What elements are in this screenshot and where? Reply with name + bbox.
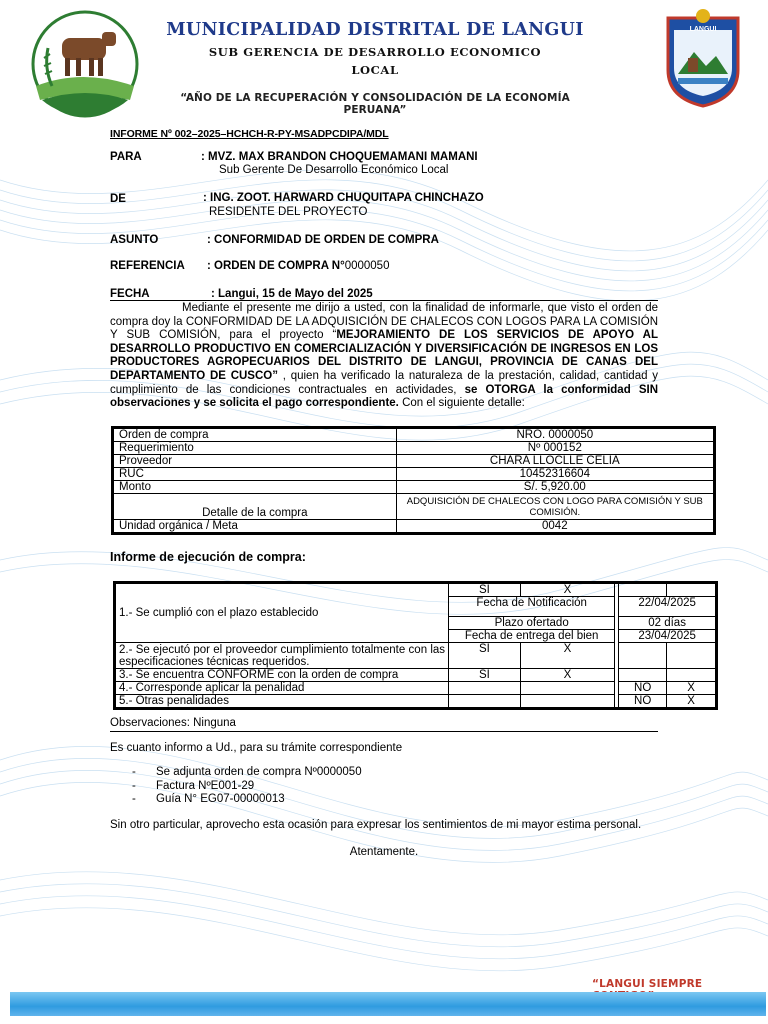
municipality-title: MUNICIPALIDAD DISTRITAL DE LANGUI	[166, 20, 584, 40]
table-row	[113, 442, 715, 455]
criterion-1-si: SI	[449, 583, 521, 597]
fecha-label: FECHA	[110, 288, 150, 300]
criterion-2-si: SI	[449, 643, 521, 669]
table-row	[115, 682, 717, 695]
criterion-3-si: SI	[449, 669, 521, 682]
plazo-value: 02 días	[619, 617, 717, 630]
criterion-1-x: X	[520, 583, 615, 597]
row-value: NRO. 0000050	[396, 428, 714, 442]
body-paragraph	[110, 302, 658, 411]
table-row	[113, 428, 715, 442]
row-label: Requerimiento	[113, 442, 397, 455]
report-number: INFORME Nº 002–2025–HCHCH-R-PY-MSADPCDIPA/MDL	[110, 128, 389, 140]
observations: Observaciones: Ninguna	[110, 717, 236, 729]
asunto-value: : CONFORMIDAD DE ORDEN DE COMPRA	[207, 234, 439, 246]
notification-label: Fecha de Notificación	[449, 597, 615, 617]
criterion-4-x: X	[667, 682, 717, 695]
row-value: 10452316604	[396, 468, 714, 481]
row-label: Proveedor	[113, 455, 397, 468]
observations-rule	[110, 731, 658, 732]
para-label: PARA	[110, 151, 142, 163]
subtitle-line-1: SUB GERENCIA DE DESARROLLO ECONOMICO	[208, 45, 542, 59]
de-subtitle: RESIDENTE DEL PROYECTO	[209, 206, 368, 218]
sign-off: Atentamente.	[349, 846, 419, 858]
footer-bar	[10, 992, 766, 1016]
criterion-1: 1.- Se cumplió con el plazo establecido	[115, 583, 449, 643]
body-text-2: , quien ha verificado la naturaleza de la prestación, calidad, cantidad y cumplimiento de las condiciones contractuales en actividades,	[110, 369, 659, 396]
execution-report-table	[113, 581, 718, 710]
shield-label: LANGUI	[689, 26, 717, 33]
row-label: RUC	[113, 468, 397, 481]
table-row	[113, 494, 715, 520]
row-value: Nº 000152	[396, 442, 714, 455]
body-text-3: Con el siguiente detalle:	[398, 397, 525, 410]
body-project-name: MEJORAMIENTO DE LOS SERVICIOS DE APOYO AL DESARROLLO PRODUCTIVO EN COMERCIALIZACIÓN Y DIVERSIFICACIÓN DE INGRESOS EN LOS PRODUCTORES AGROPECUARIOS DEL DISTRITO DE LANGUI, PROVINCIA DE CANAS DEL DEPARTAMENTO DE CUSCO”	[110, 329, 658, 382]
de-value: : ING. ZOOT. HARWARD CHUQUITAPA CHINCHAZO	[203, 192, 484, 204]
criterion-4-no: NO	[619, 682, 667, 695]
referencia-prefix: : ORDEN DE COMPRA N°	[207, 260, 345, 272]
row-label: Orden de compra	[113, 428, 397, 442]
body-conformity-statement: se OTORGA la conformidad SIN observaciones y se solicita el pago correspondiente.	[110, 383, 658, 410]
district-shield-logo	[664, 8, 742, 108]
list-item: - Factura NºE001-29	[132, 779, 255, 792]
purchase-details-table	[111, 426, 716, 535]
de-label: DE	[110, 193, 126, 205]
list-item: - Se adjunta orden de compra Nº0000050	[132, 766, 362, 778]
row-label: Detalle de la compra	[113, 494, 397, 520]
para-subtitle: Sub Gerente De Desarrollo Económico Local	[219, 164, 449, 176]
table-row	[113, 468, 715, 481]
year-motto: “AÑO DE LA RECUPERACIÓN Y CONSOLIDACIÓN DE LA ECONOMÍA PERUANA”	[180, 92, 570, 116]
delivery-date: 23/04/2025	[619, 630, 717, 643]
row-value: 0042	[396, 520, 714, 534]
slogan: “LANGUI SIEMPRE	[592, 978, 703, 990]
table-row	[115, 583, 717, 597]
notification-date: 22/04/2025	[619, 597, 717, 617]
criterion-5-x: X	[667, 695, 717, 709]
row-value: ADQUISICIÓN DE CHALECOS CON LOGO PARA COMISIÓN Y SUB COMISIÓN.	[396, 494, 714, 520]
referencia-value	[207, 260, 389, 272]
criterion-5-no: NO	[619, 695, 667, 709]
plazo-label: Plazo ofertado	[449, 617, 615, 630]
criterion-2: 2.- Se ejecutó por el proveedor cumplimiento totalmente con las especificaciones técnicas requeridos.	[115, 643, 449, 669]
para-value: : MVZ. MAX BRANDON CHOQUEMAMANI MAMANI	[201, 151, 478, 163]
referencia-label: REFERENCIA	[110, 260, 185, 272]
row-value: S/. 5,920.00	[396, 481, 714, 494]
row-value: CHARA LLOCLLE CELIA	[396, 455, 714, 468]
criterion-3: 3.- Se encuentra CONFORME con la orden de compra	[115, 669, 449, 682]
execution-section-title: Informe de ejecución de compra:	[110, 550, 306, 564]
row-label: Unidad orgánica / Meta	[113, 520, 397, 534]
table-row	[115, 643, 717, 669]
criterion-3-x: X	[520, 669, 615, 682]
attachments-list	[132, 766, 362, 807]
subtitle-line-2: LOCAL	[351, 63, 399, 77]
list-item: - Guía N° EG07-00000013	[132, 793, 285, 806]
row-label: Monto	[113, 481, 397, 494]
table-row	[115, 669, 717, 682]
closing-statement: Es cuanto informo a Ud., para su trámite correspondiente	[110, 742, 403, 754]
cow-emblem-logo	[22, 8, 148, 120]
final-remark: Sin otro particular, aprovecho esta ocasión para expresar los sentimientos de mi mayor estima personal.	[110, 819, 642, 831]
table-row	[113, 520, 715, 534]
separator-rule	[110, 300, 658, 301]
table-row	[113, 455, 715, 468]
referencia-number: 0000050	[344, 260, 390, 272]
delivery-label: Fecha de entrega del bien	[449, 630, 615, 643]
criterion-4: 4.- Corresponde aplicar la penalidad	[115, 682, 449, 695]
table-row	[113, 481, 715, 494]
body-text-1: Mediante el presente me dirijo a usted, con la finalidad de informarle, que visto el orden de compra doy la CONFORMIDAD DE LA ADQUISICIÓN DE CHALECOS CON LOGOS PARA LA COMISIÓN Y SUB COMISIÓN, para el proyecto “	[110, 302, 658, 342]
table-row	[115, 695, 717, 709]
criterion-2-x: X	[520, 643, 615, 669]
fecha-value: : Langui, 15 de Mayo del 2025	[211, 288, 373, 300]
asunto-label: ASUNTO	[110, 234, 159, 246]
criterion-5: 5.- Otras penalidades	[115, 695, 449, 709]
